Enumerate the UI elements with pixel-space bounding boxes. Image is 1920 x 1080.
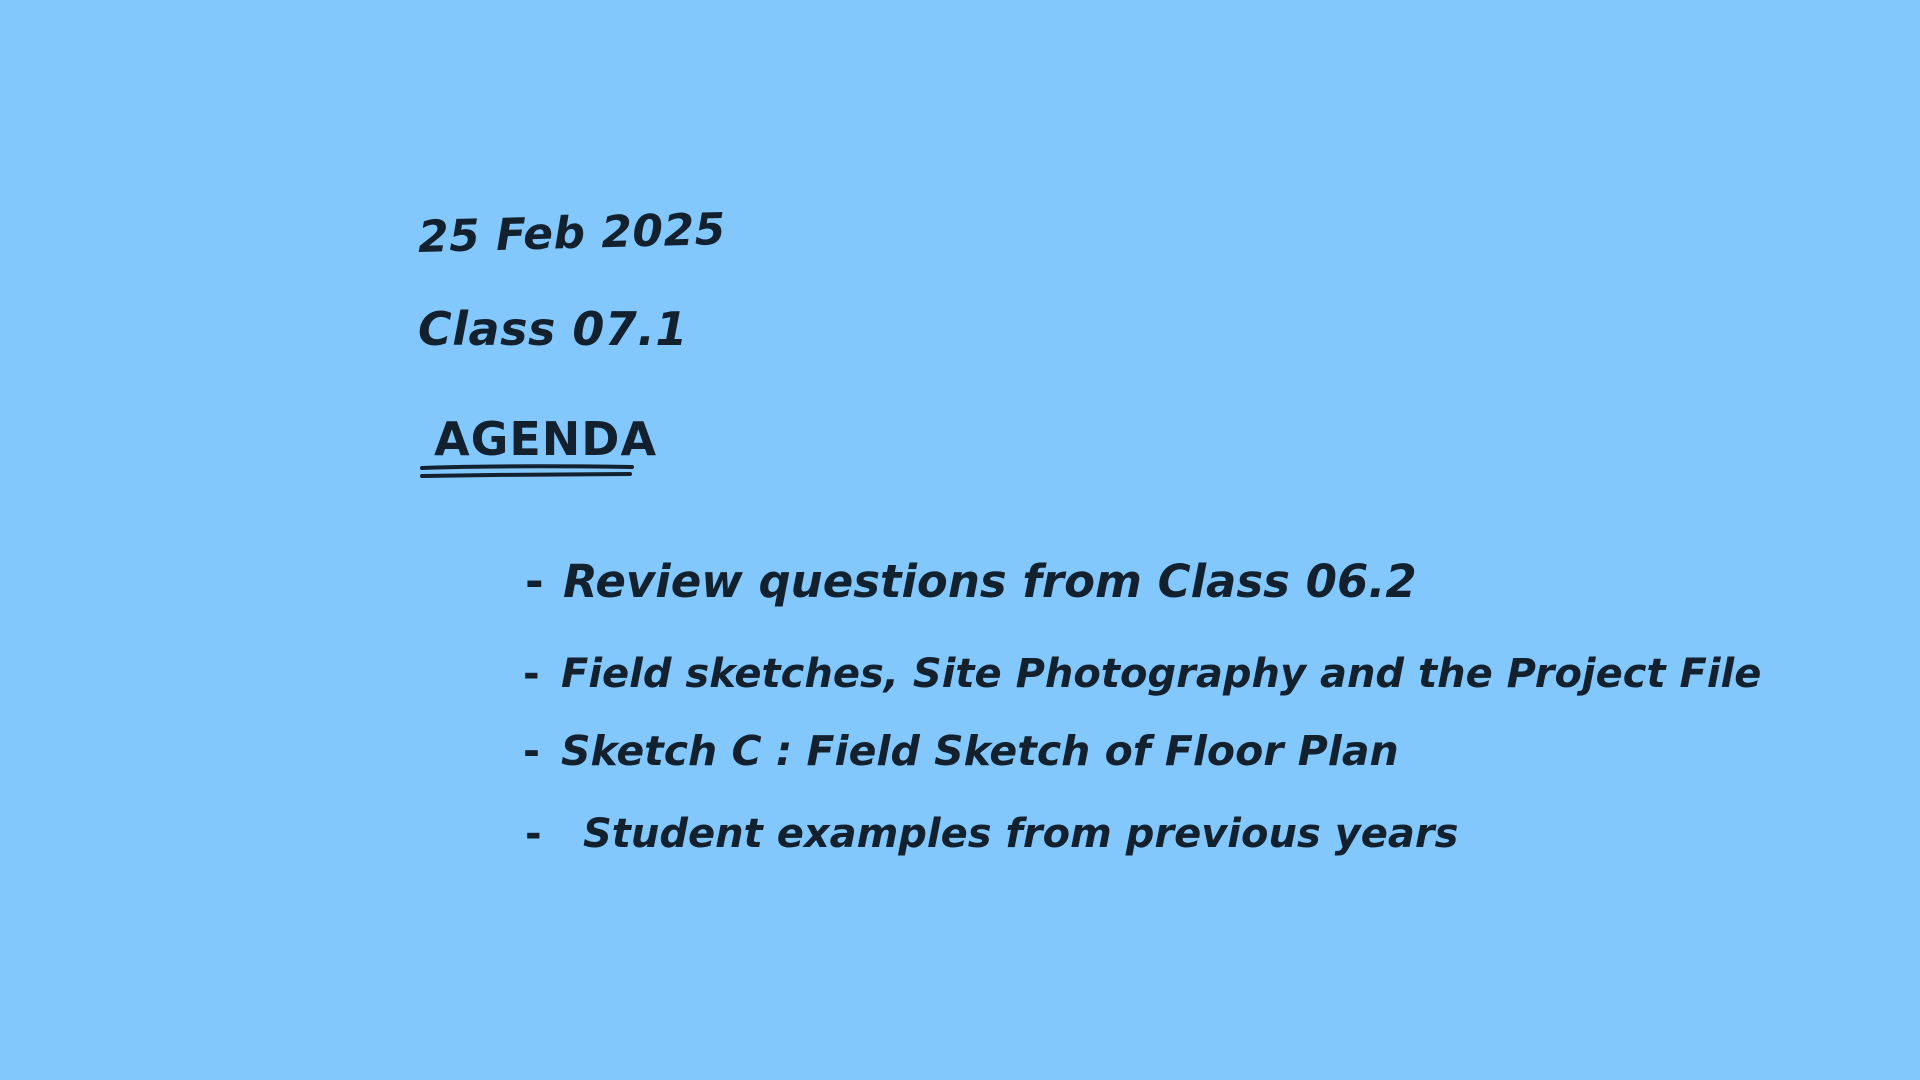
agenda-heading-block (420, 412, 658, 484)
class-id: Class 07.1 (418, 302, 688, 356)
bullet-dash: - (525, 555, 544, 608)
agenda-item (523, 727, 1399, 775)
bullet-dash: - (525, 811, 542, 857)
agenda-item-text: Review questions from Class 06.2 (563, 555, 1417, 608)
agenda-item-text: Field sketches, Site Photography and the Project File (561, 651, 1762, 697)
agenda-item (525, 555, 1417, 608)
bullet-dash: - (523, 651, 540, 697)
agenda-item (523, 651, 1761, 697)
note-date: 25 Feb 2025 (417, 203, 727, 263)
bullet-dash: - (523, 727, 541, 775)
agenda-double-underline (420, 462, 634, 484)
underline-stroke-top (422, 466, 632, 468)
agenda-heading: AGENDA (434, 412, 658, 466)
underline-stroke-bottom (422, 474, 630, 476)
agenda-item-text: Sketch C : Field Sketch of Floor Plan (561, 727, 1399, 775)
agenda-item (525, 811, 1458, 857)
agenda-item-text: Student examples from previous years (583, 811, 1459, 857)
